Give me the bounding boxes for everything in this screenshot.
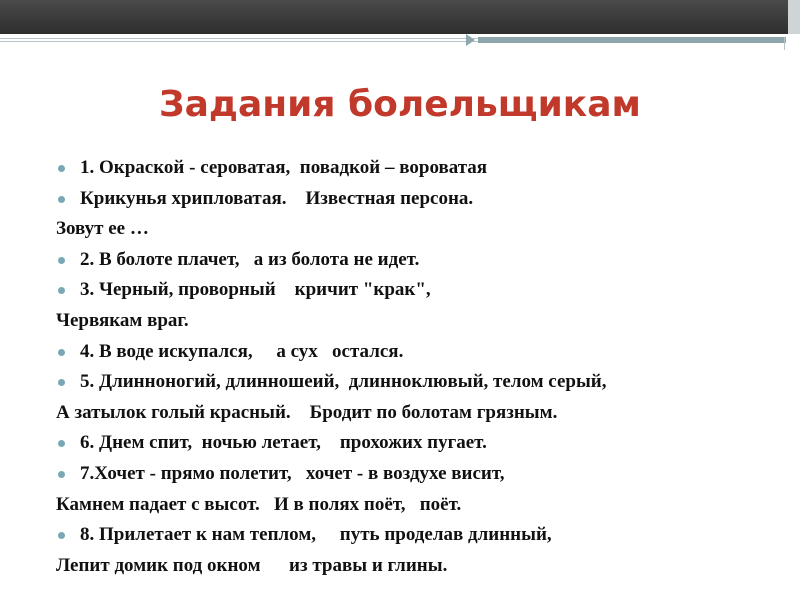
list-item xyxy=(56,184,776,215)
list-item xyxy=(56,459,776,490)
list-item-text: Зовут ее … xyxy=(56,218,149,240)
list-item xyxy=(56,490,776,521)
list-item-text: 1. Окраской - сероватая, повадкой – вороватая xyxy=(80,157,488,178)
list-item xyxy=(56,214,776,245)
list-item xyxy=(56,520,776,551)
list-item-text: 8. Прилетает к нам теплом, путь проделав длинный, xyxy=(80,524,552,546)
list-item-text: 3. Черный, проворный кричит "крак", xyxy=(80,279,431,301)
list-item-text: 2. В болоте плачет, а из болота не идет. xyxy=(80,248,420,270)
bullet-icon xyxy=(58,532,65,539)
list-item xyxy=(56,337,776,368)
list-item xyxy=(56,153,776,184)
list-item-text: Лепит домик под окном из травы и глины. xyxy=(56,554,448,576)
riddle-list xyxy=(56,153,776,581)
bullet-icon xyxy=(58,287,65,294)
bullet-icon xyxy=(58,440,65,447)
list-item-text: 5. Длинноногий, длинношеий, длинноклювый, телом серый, xyxy=(80,371,607,393)
bullet-icon xyxy=(58,471,65,478)
list-item-text: 7.Хочет - прямо полетит, хочет - в воздухе висит, xyxy=(80,462,505,484)
list-item-text: Камнем падает с высот. И в полях поёт, поёт. xyxy=(56,493,462,515)
list-item xyxy=(56,245,776,276)
list-item xyxy=(56,428,776,459)
slide-header-bar xyxy=(0,0,788,34)
list-item xyxy=(56,398,776,429)
bullet-icon xyxy=(58,165,65,172)
list-item xyxy=(56,275,776,306)
list-item xyxy=(56,306,776,337)
decor-arrow-icon xyxy=(466,34,475,46)
list-item-text: А затылок голый красный. Бродит по болотам грязным. xyxy=(56,401,558,423)
list-item xyxy=(56,367,776,398)
slide-title: Задания болельщикам xyxy=(159,84,641,125)
bullet-icon xyxy=(58,379,65,386)
decor-line xyxy=(784,37,785,50)
bullet-icon xyxy=(58,257,65,264)
list-item-text: Червякам враг. xyxy=(56,309,189,331)
decor-bar xyxy=(478,37,786,43)
list-item xyxy=(56,551,776,582)
slide-header-accent xyxy=(788,0,800,34)
bullet-icon xyxy=(58,349,65,356)
bullet-icon xyxy=(58,196,65,203)
list-item-text: 6. Днем спит, ночью летает, прохожих пугает. xyxy=(80,432,487,454)
list-item-text: 4. В воде искупался, а сух остался. xyxy=(80,340,404,362)
list-item-text: Крикунья хрипловатая. Известная персона. xyxy=(80,187,474,209)
